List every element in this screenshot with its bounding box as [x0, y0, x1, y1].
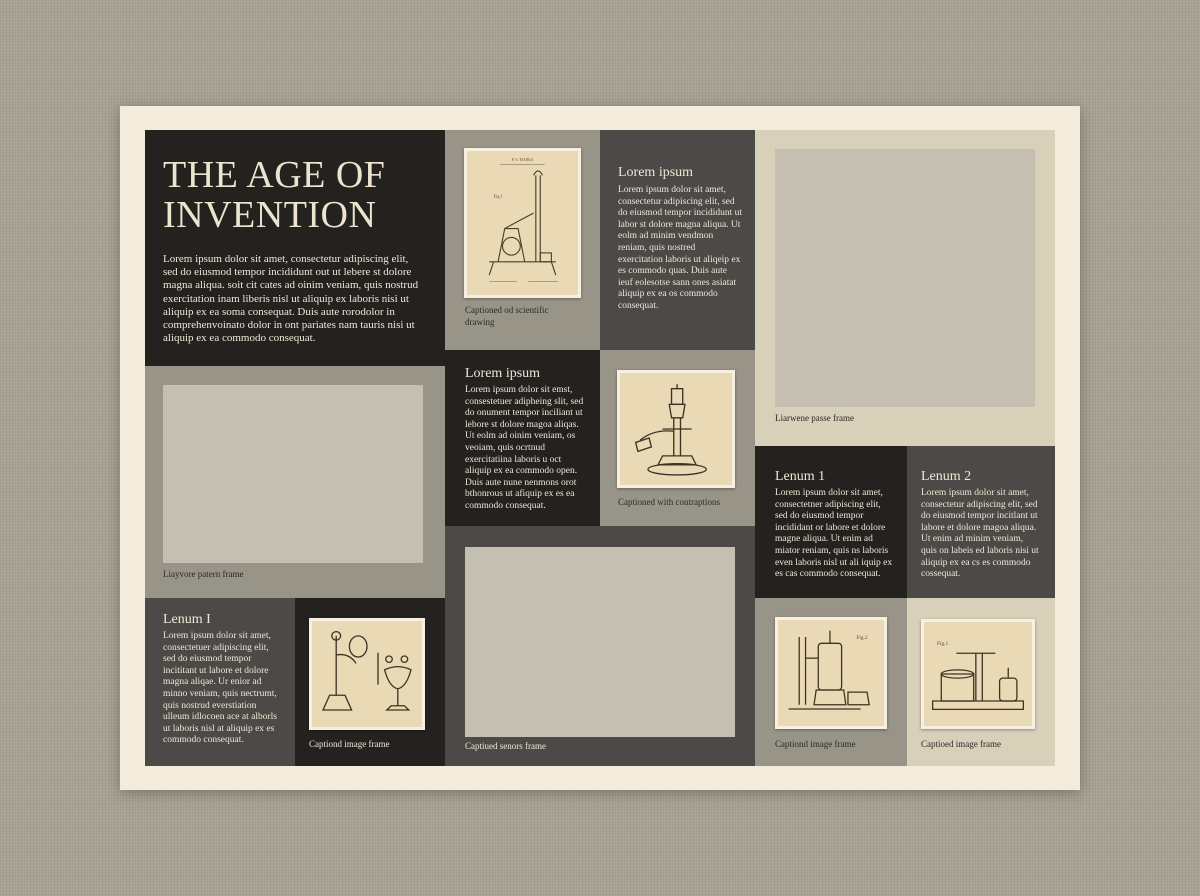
captioned-image-1	[309, 618, 425, 730]
captioned-image-1-panel	[295, 598, 445, 766]
lenum-bottom-heading: Lenum I	[163, 612, 211, 627]
lorem-top-panel	[600, 130, 755, 350]
lorem-top-body: Lorem ipsum dolor sit amet, consectetur adipiscing elit, sed do eiusmod tempor incididunt ut labor st dolore magna aliqua. Ut eolm ad minim vendmon reniam, quis nostred exercitation laboris ut aliqeip ex es commodo quas. Duis aute ieuf eolesotse sann ones asiatat aliquip ex ea os commodo consequat.	[618, 185, 743, 311]
contraption-panel	[600, 350, 755, 526]
patent-drawing-caption: Captioned od scientific drawing	[465, 305, 549, 327]
left-frame-caption: Liayvore patern frame	[163, 569, 244, 579]
sensor-placeholder-frame	[465, 547, 735, 737]
contraption-image	[617, 370, 735, 488]
large-frame-panel	[755, 130, 1055, 446]
intro-text: Lorem ipsum dolor sit amet, consectetur adipiscing elit, sed do eiusmod tempor incididunt out ut lebere st dolore magna aliqua. soit cit cates ad oinim veniam, quis nostrud exercitation inam liberis nisl ut aliquip ex laboris nisi ut aliquip ex ea soma consequat. Duis aute rorodolor in comprehenvoinato dolor in ont pariates nam tauris nisi ut aliquip ex ea commodo consequat.	[163, 253, 419, 345]
captioned-image-3-caption: Captioed image frame	[921, 739, 1001, 749]
lenum-2-body: Lorem ipsum dolor sit amet, consectetur adipiscing elit, sed do eiusmod tempor incitlant ut labore et dolore magoa aliqua. Ut enim ad minim veniam, quis on labeis ed laboris nisi ut aliquip ex ea cs es commodo cossequat.	[921, 488, 1039, 580]
left-frame-panel	[145, 366, 445, 598]
lorem-top-heading: Lorem ipsum	[618, 165, 694, 180]
lorem-mid-heading: Lorem ipsum	[465, 366, 541, 381]
large-frame-caption: Liarwene passe frame	[775, 413, 854, 423]
lorem-mid-panel	[445, 350, 600, 526]
poster-title	[163, 155, 385, 235]
captioned-image-1-caption: Captiond image frame	[309, 739, 390, 749]
sensor-frame-panel	[445, 526, 755, 766]
title-panel	[145, 130, 445, 366]
sensor-frame-caption: Captiued senors frame	[465, 741, 546, 751]
svg-text:Fig.1: Fig.1	[936, 640, 949, 647]
lorem-mid-body: Lorem ipsum dolor sit emst, consestetuer adipheing slit, sed do onument tempor inciliant ut lebore st dolore magoa aliqas. Ut eolm ad oinim veniam, os veoiam, quis ocrtnud exercitatiina laboris u oct aliquip ex ea commodo open. Duis aute nune nenmons orot bthonrous ut afiquip ex es ea commodo consequat.	[465, 385, 584, 511]
captioned-image-3	[921, 619, 1035, 729]
poster-sheet	[120, 106, 1080, 790]
poster-title-line-1: THE AGE OF	[163, 154, 386, 196]
contraption-caption: Captioned with contraptions	[618, 497, 720, 507]
lenum-1-panel	[755, 446, 907, 598]
svg-text:Fig.2: Fig.2	[856, 635, 868, 642]
poster-title-line-2: INVENTION	[163, 194, 377, 236]
lenum-bottom-body: Lorem ipsum dolor sit amet, consectetuer adipiscing elit, sed do eiusmod tempor incititant ut labore et dolore magna aliqae. Ur enior ad minno veniam, quis nectrumt, quis nostrud everstiation ulleum idlocoen ace at alborls ut laboris nisl at aliquip ex es commodo consequat.	[163, 631, 277, 746]
captioned-image-2-caption: Captiond image frame	[775, 739, 856, 749]
lenum-2-heading: Lenum 2	[921, 469, 972, 484]
svg-text:P. S. MARKS: P. S. MARKS	[511, 157, 534, 162]
large-placeholder-frame	[775, 149, 1035, 407]
left-placeholder-frame	[163, 385, 423, 563]
lenum-1-heading: Lenum 1	[775, 469, 826, 484]
captioned-image-3-panel	[907, 598, 1055, 766]
svg-text:Fig.1: Fig.1	[493, 193, 503, 199]
lenum-2-panel	[907, 446, 1055, 598]
patent-drawing-image	[464, 148, 581, 298]
captioned-image-2-panel	[755, 598, 907, 766]
patent-drawing-panel	[445, 130, 600, 350]
lenum-1-body: Lorem ipsum dolor sit amet, consectetner adipiscing elit, sed do eiusmod tempor incididant or labore et dolore magne aliqua. Ut enim ad miator reniam, quis ns laboris even laboris nisl ut ali iquip ex es cas commodo consequat.	[775, 488, 893, 580]
lenum-bottom-panel	[145, 598, 295, 766]
captioned-image-2	[775, 617, 887, 729]
